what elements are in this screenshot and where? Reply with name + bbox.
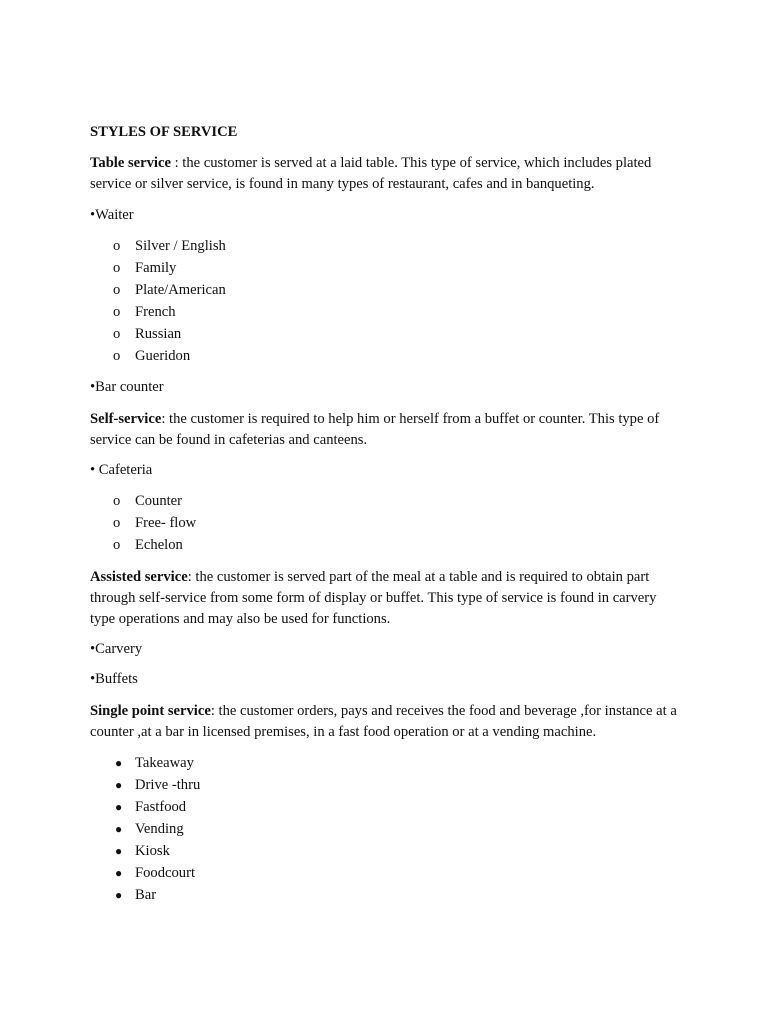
list-marker: o <box>113 282 121 298</box>
list-item <box>0 235 600 257</box>
list-item <box>0 257 600 279</box>
list-item-text: Takeaway <box>135 755 194 771</box>
bullet-marker: ● <box>115 800 123 814</box>
list-item <box>0 345 600 367</box>
list-marker: o <box>113 348 121 364</box>
list-item <box>0 512 600 534</box>
list-item-text: Family <box>135 260 177 276</box>
list-marker: o <box>113 238 121 254</box>
list-marker: o <box>113 493 121 509</box>
list-item <box>0 490 600 512</box>
bullet-marker: ● <box>115 844 123 858</box>
bullet-marker: ● <box>115 888 123 902</box>
list-item-text: Plate/American <box>135 282 226 298</box>
assisted-service-term: Assisted service <box>90 569 188 585</box>
table-service-term: Table service <box>90 155 171 171</box>
list-item <box>0 534 600 556</box>
list-marker: o <box>113 304 121 320</box>
self-service-term: Self-service <box>90 411 162 427</box>
list-marker: o <box>113 537 121 553</box>
cafeteria-list <box>0 490 600 556</box>
bullet-marker: ● <box>115 822 123 836</box>
list-item <box>0 279 600 301</box>
list-item-text: Foodcourt <box>135 865 195 881</box>
bullet-marker: ● <box>115 756 123 770</box>
list-item <box>0 884 600 906</box>
list-marker: o <box>113 515 121 531</box>
single-point-service-text: : the customer orders, pays and receives the food and beverage ,for instance at a counter ,at a bar in licensed premises, in a fast food operation or at a vending machine. <box>90 703 677 740</box>
table-service-paragraph <box>90 153 680 195</box>
list-item-text: Russian <box>135 326 182 342</box>
single-point-list <box>0 752 600 906</box>
list-item-text: Fastfood <box>135 799 187 815</box>
list-item <box>0 301 600 323</box>
carvery-heading: •Carvery <box>90 641 143 657</box>
table-service-text: : the customer is served at a laid table. This type of service, which includes plated service or silver service, is found in many types of restaurant, cafes and in banqueting. <box>90 155 652 192</box>
bullet-marker: ● <box>115 778 123 792</box>
list-item-text: Silver / English <box>135 238 226 254</box>
self-service-paragraph <box>90 409 680 451</box>
cafeteria-heading: • Cafeteria <box>90 462 153 478</box>
list-item <box>0 818 600 840</box>
list-item-text: Echelon <box>135 537 183 553</box>
self-service-text: : the customer is required to help him or herself from a buffet or counter. This type of service can be found in cafeterias and canteens. <box>90 411 660 448</box>
waiter-list <box>0 235 600 367</box>
list-item <box>0 752 600 774</box>
list-marker: o <box>113 260 121 276</box>
list-item-text: Gueridon <box>135 348 191 364</box>
assisted-service-text: : the customer is served part of the meal at a table and is required to obtain part through self-service from some form of display or buffet. This type of service is found in carvery type operations and may also be used for functions. <box>90 569 657 627</box>
list-item-text: Bar <box>135 887 157 903</box>
document-title: STYLES OF SERVICE <box>90 124 238 140</box>
bar-counter-heading: •Bar counter <box>90 379 164 395</box>
list-item <box>0 774 600 796</box>
assisted-service-paragraph <box>90 567 680 630</box>
list-item-text: French <box>135 304 176 320</box>
buffets-heading: •Buffets <box>90 671 138 687</box>
single-point-service-term: Single point service <box>90 703 211 719</box>
list-item-text: Kiosk <box>135 843 170 859</box>
list-item-text: Counter <box>135 493 183 509</box>
list-item-text: Drive -thru <box>135 777 201 793</box>
list-marker: o <box>113 326 121 342</box>
list-item <box>0 323 600 345</box>
list-item-text: Free- flow <box>135 515 197 531</box>
single-point-service-paragraph <box>90 701 680 743</box>
list-item <box>0 862 600 884</box>
list-item-text: Vending <box>135 821 184 837</box>
waiter-heading: •Waiter <box>90 207 134 223</box>
list-item <box>0 796 600 818</box>
list-item <box>0 840 600 862</box>
bullet-marker: ● <box>115 866 123 880</box>
